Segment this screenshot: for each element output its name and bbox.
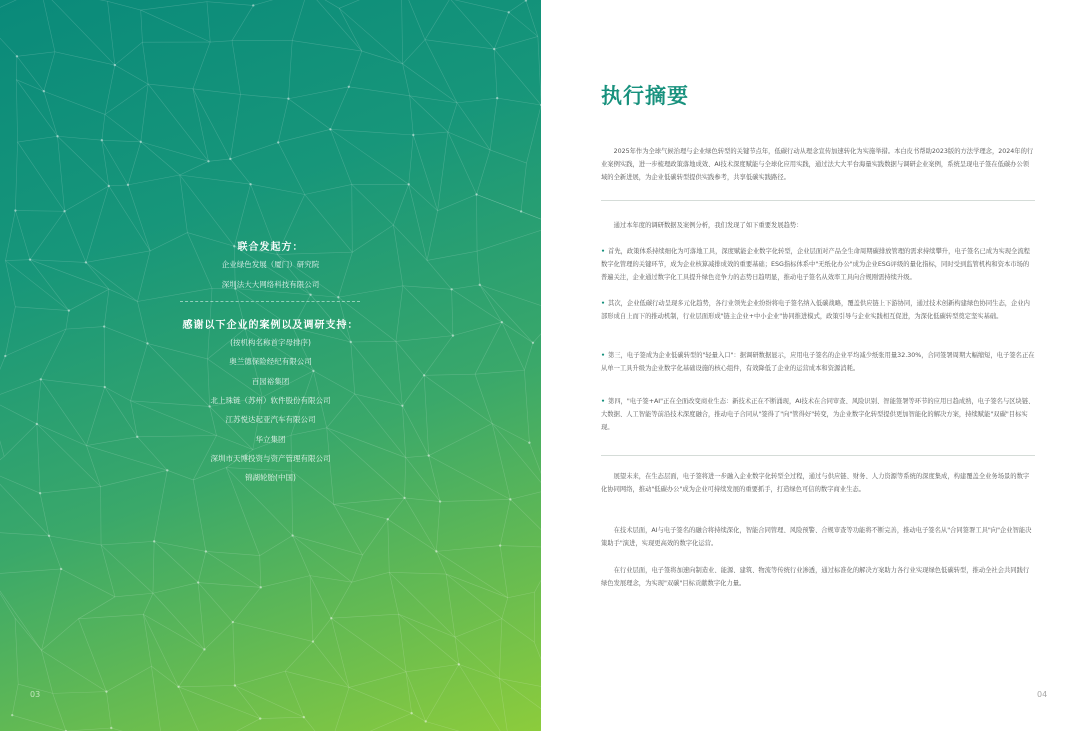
outlook-paragraph: 在技术层面，AI与电子签名的融合将持续深化，智能合同管理、风险预警、合规审查等功能将不断完善，推动电子签名从"合同签署工具"向"企业智能决策助手"演进，实现更高效的数字化运营。 [601, 527, 1032, 547]
supporter-org: 江苏悦达起亚汽车有限公司 [225, 415, 316, 424]
supporter-org: 北上珠链（苏州）软件股份有限公司 [210, 396, 331, 405]
section-divider [180, 301, 360, 302]
supporter-org: 华立集团 [255, 435, 286, 444]
findings-lead: 通过本年度的调研数据及案例分析，我们发现了如下重要发展趋势： [613, 222, 803, 229]
finding-item [601, 245, 1035, 284]
bullet-icon: • [601, 300, 606, 307]
outlook-paragraph: 展望未来，在生态层面，电子签将进一步融入企业数字化转型全过程，通过与供应链、财务、人力资源等系统的深度集成，构建覆盖全业务场景的数字化协同网络，推动"低碳办公"成为企业可持续发展的重要抓手，打造绿色可信的数字商业生态。 [601, 473, 1030, 493]
section-divider [601, 200, 1035, 201]
intro-paragraph: 2025年作为全球气候治理与企业绿色转型的关键节点年，低碳行动从理念宣传加速转化为实施举措。本白皮书帮助2023版的方法学理念，2024年的行业案例实践，进一步梳理政策落地成效、AI技术深度赋能与全球化应用实践，通过法大大平台海量实践数据与调研企业案例，系统呈现电子签在低碳办公领域的全新进展，为企业低碳转型提供实践参考，共享低碳实践路径。 [601, 148, 1034, 181]
bullet-icon: • [601, 248, 606, 255]
page-title: 执行摘要 [601, 84, 689, 108]
finding-text: 第三，电子签成为企业低碳转型的"轻量入口"：据调研数据显示，应用电子签名的企业平均减少纸张用量32.30%，合同签署周期大幅缩短，电子签名正在从单一工具升级为企业数字化基础设施的核心组件，有效降低了企业的运营成本和资源消耗。 [601, 352, 1035, 372]
finding-item [601, 395, 1035, 434]
finding-item [601, 349, 1035, 375]
supporter-org: 百园裕集团 [251, 377, 290, 386]
right-page [541, 0, 1080, 731]
outlook-paragraph: 在行业层面，电子签将加速向制造业、能源、建筑、物流等传统行业渗透，通过标准化的解决方案助力各行业实现绿色低碳转型，推动全社会共同践行绿色发展理念，为实现"双碳"目标贡献数字化力量。 [601, 567, 1030, 587]
supporter-org: 深圳市天博投资与资产管理有限公司 [210, 454, 331, 463]
initiators-heading: 联合发起方： [237, 242, 304, 253]
bullet-icon: • [601, 398, 606, 405]
supporters-heading: 感谢以下企业的案例以及调研支持： [182, 320, 359, 331]
initiator-org: 深圳法大大网络科技有限公司 [221, 280, 320, 289]
section-divider [601, 455, 1035, 456]
bullet-icon: • [601, 352, 606, 359]
finding-item [601, 297, 1035, 323]
supporter-org: 奥兰德保险经纪有限公司 [229, 357, 312, 366]
finding-text: 其次，企业低碳行动呈现多元化趋势，各行业领先企业纷纷将电子签名纳入低碳战略，覆盖供应链上下游协同，通过技术创新构建绿色协同生态，企业内部形成自上而下的推动机制，行业层面形成"链主企业+中小企业"协同推进模式，政策引导与企业实践相互促进，为深化低碳转型奠定坚实基础。 [601, 300, 1030, 320]
finding-text: 首先，政策体系持续细化为可落地工具，深度赋能企业数字化转型，企业层面对产品全生命周期碳排放管理的需求持续攀升，电子签名已成为实现全流程数字化管理的关键环节，成为企业核算减排成效的重要基础；ESG指标体系中"无纸化办公"成为企业ESG评级的量化指标，同时受到监管机构和资本市场的普遍关注，企业通过数字化工具提升绿色竞争力的态势日趋明显，推动电子签名从效率工具向合规刚需持续升级。 [601, 248, 1030, 281]
page-number-right: 04 [1037, 690, 1048, 699]
supporter-org: 锦湖轮胎(中国) [245, 473, 296, 482]
supporter-org: (按机构名称首字母排序) [230, 338, 311, 347]
finding-text: 第四，"电子签+AI"正在全面改变商业生态：新技术正在不断涌现，AI技术在合同审查、风险识别、智能签署等环节的应用日趋成熟，电子签名与区块链、大数据、人工智能等前沿技术深度融合，推动电子合同从"签得了"向"管得好"转变，为企业数字化转型提供更加智能化的解决方案，持续赋能"双碳"目标实现。 [601, 398, 1035, 431]
initiator-org: 企业绿色发展（厦门）研究院 [221, 260, 320, 269]
page-number-left: 03 [30, 690, 41, 699]
